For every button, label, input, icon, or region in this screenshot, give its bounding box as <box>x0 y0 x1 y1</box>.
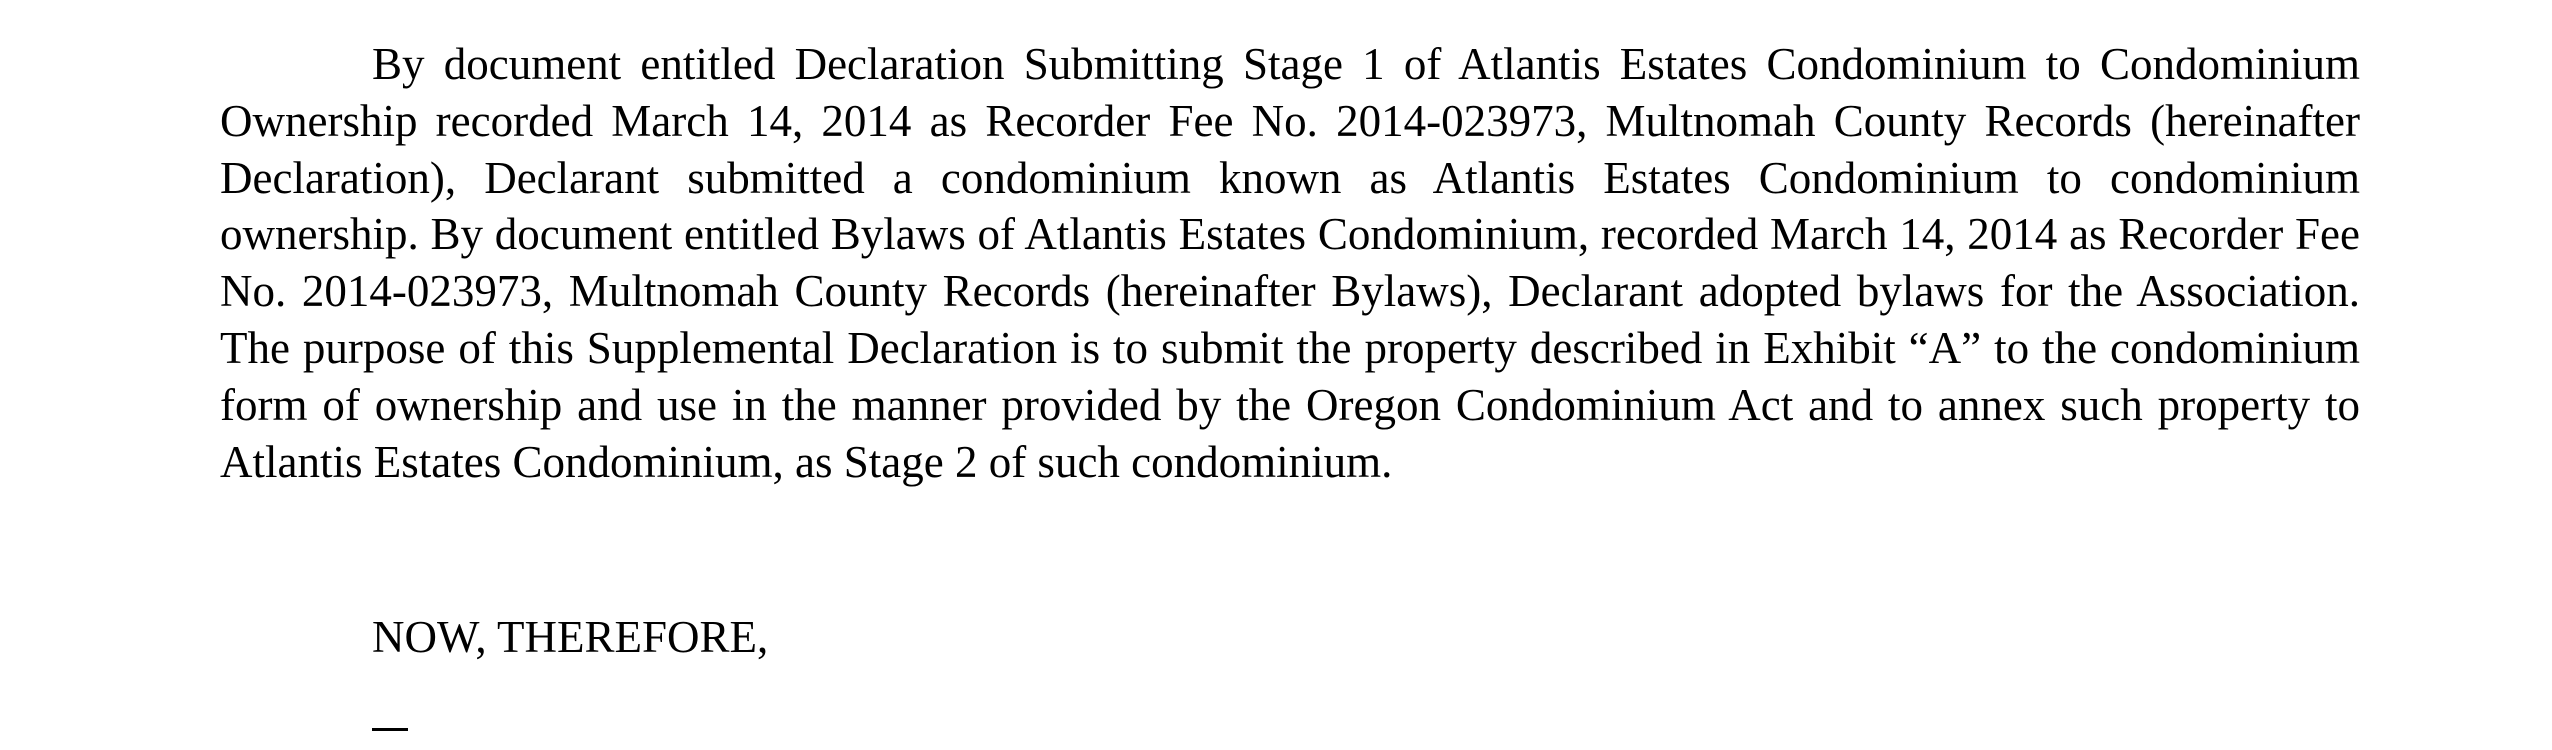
cropped-next-line <box>372 720 872 750</box>
declaration-paragraph: By document entitled Declaration Submitting Stage 1 of Atlantis Estates Condominium to Condominium Ownership recorded March 14, 2014 as Recorder Fee No. 2014-023973, Multnomah County Records (hereinafter Declaration), Declarant submitted a condominium known as Atlantis Estates Condominium to condominium ownership. By document entitled Bylaws of Atlantis Estates Condominium, recorded March 14, 2014 as Recorder Fee No. 2014-023973, Multnomah County Records (hereinafter Bylaws), Declarant adopted bylaws for the Association. The purpose of this Supplemental Declaration is to submit the property described in Exhibit “A” to the condominium form of ownership and use in the manner provided by the Oregon Condominium Act and to annex such property to Atlantis Estates Condominium, as Stage 2 of such condominium. <box>220 39 2360 487</box>
now-therefore-heading: NOW, THEREFORE, <box>372 612 769 662</box>
cropped-text-fragment <box>372 728 408 745</box>
